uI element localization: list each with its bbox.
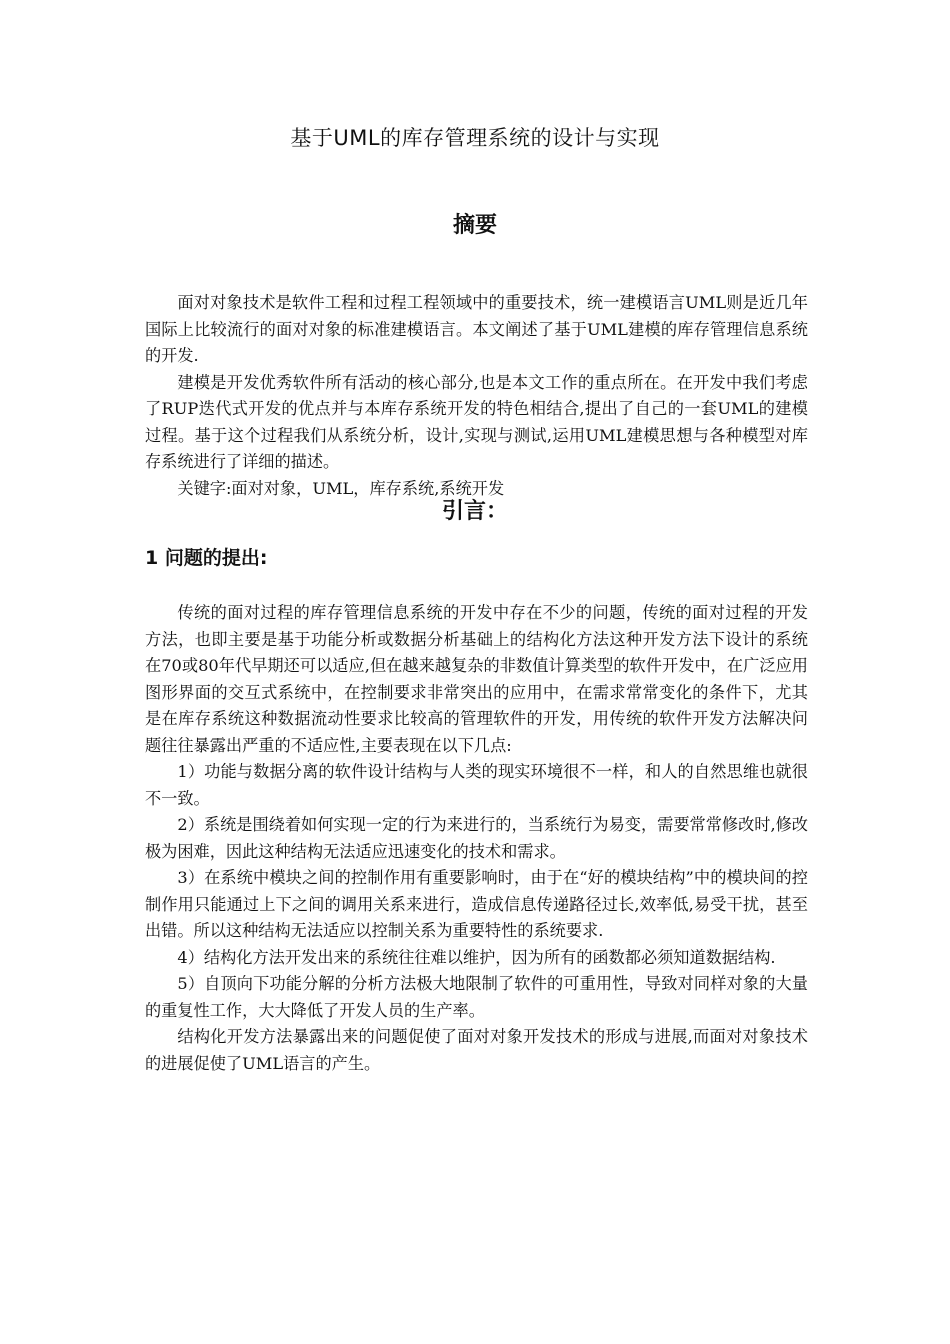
- list-item: 5）自顶向下功能分解的分析方法极大地限制了软件的可重用性，导致对同样对象的大量的重复性工作，大大降低了开发人员的生产率。: [145, 974, 808, 1020]
- list-item: 4）结构化方法开发出来的系统往往难以维护，因为所有的函数都必须知道数据结构.: [177, 947, 776, 967]
- body-paragraph: 结构化开发方法暴露出来的问题促使了面对对象开发技术的形成与进展,而面对对象技术的进展促使了UML语言的产生。: [145, 1027, 808, 1073]
- abstract-paragraph: 面对对象技术是软件工程和过程工程领域中的重要技术，统一建模语言UML则是近几年国际上比较流行的面对对象的标准建模语言。本文阐述了基于UML建模的库存管理信息系统的开发.: [145, 293, 808, 365]
- body-paragraph: 传统的面对过程的库存管理信息系统的开发中存在不少的问题，传统的面对过程的开发方法，也即主要是基于功能分析或数据分析基础上的结构化方法这种开发方法下设计的系统在70或80年代早期还可以适应,但在越来越复杂的非数值计算类型的软件开发中，在广泛应用图形界面的交互式系统中，在控制要求非常突出的应用中，在需求常常变化的条件下，尤其是在库存系统这种数据流动性要求比较高的管理软件的开发，用传统的软件开发方法解决问题往往暴露出严重的不适应性,主要表现在以下几点:: [145, 603, 808, 755]
- list-item: 3）在系统中模块之间的控制作用有重要影响时，由于在“好的模块结构”中的模块间的控制作用只能通过上下之间的调用关系来进行，造成信息传递路径过长,效率低,易受干扰，甚至出错。所以这种结构无法适应以控制关系为重要特性的系统要求.: [145, 868, 808, 940]
- abstract-body: [145, 290, 808, 502]
- section-heading: 1 问题的提出:: [145, 547, 268, 569]
- keywords-line: 关键字:面对对象，UML，库存系统,系统开发: [177, 478, 505, 498]
- intro-heading: 引言：: [441, 499, 508, 524]
- list-item: 2）系统是围绕着如何实现一定的行为来进行的，当系统行为易变，需要常常修改时,修改极为困难，因此这种结构无法适应迅速变化的技术和需求。: [145, 815, 808, 861]
- intro-body: [145, 600, 808, 1077]
- list-item: 1）功能与数据分离的软件设计结构与人类的现实环境很不一样，和人的自然思维也就很不一致。: [145, 762, 808, 808]
- document-title: 基于UML的库存管理系统的设计与实现: [290, 126, 660, 150]
- abstract-paragraph: 建模是开发优秀软件所有活动的核心部分,也是本文工作的重点所在。在开发中我们考虑了RUP迭代式开发的优点并与本库存系统开发的特色相结合,提出了自己的一套UML的建模过程。基于这个过程我们从系统分析，设计,实现与测试,运用UML建模思想与各种模型对库存系统进行了详细的描述。: [145, 372, 808, 471]
- abstract-heading: 摘要: [452, 213, 497, 238]
